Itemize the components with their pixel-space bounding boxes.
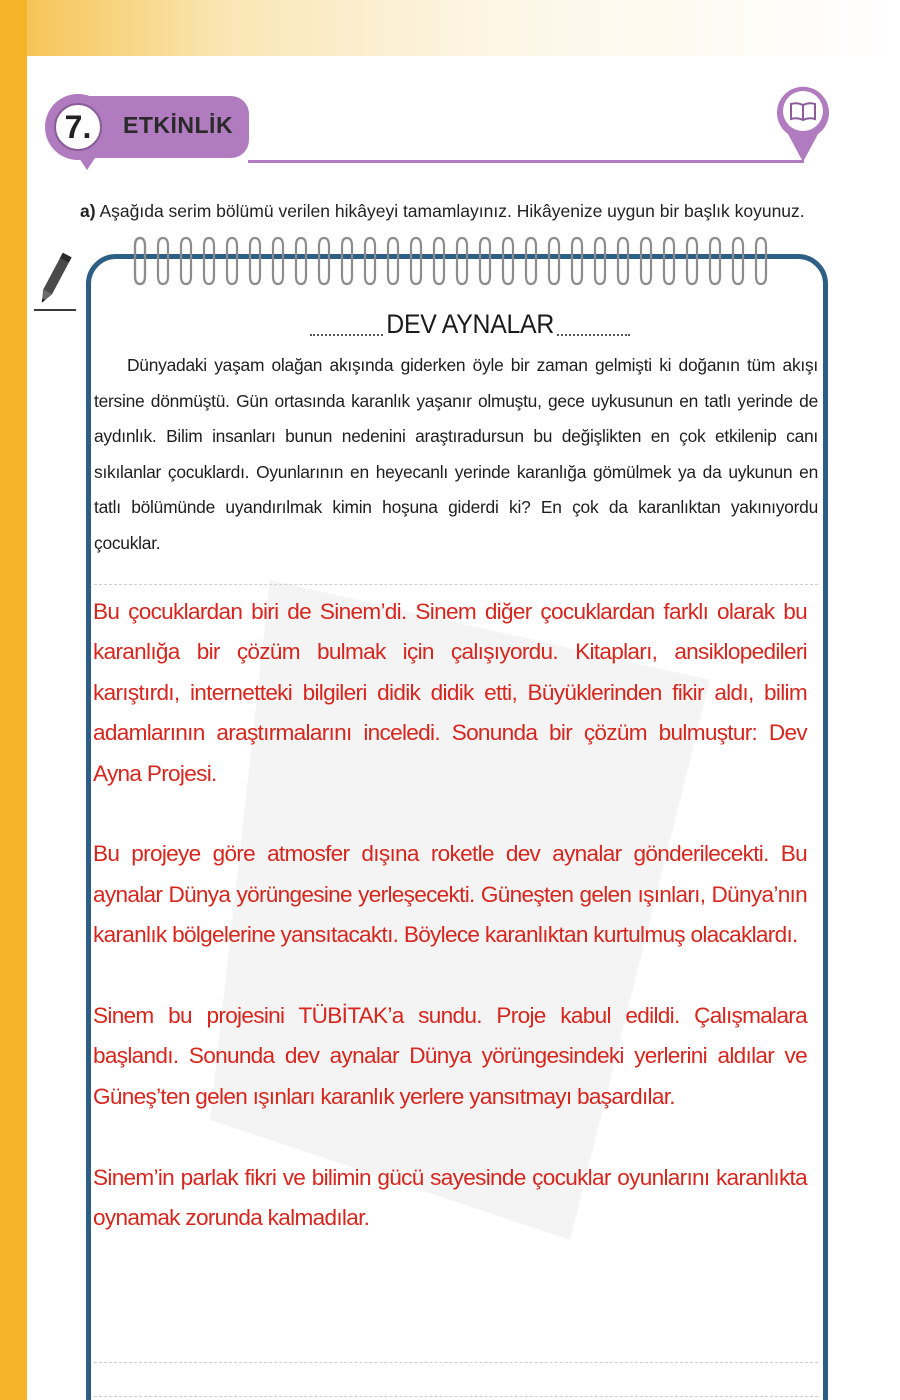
answer-paragraph: Bu çocuklardan biri de Sinem’di. Sinem diğer çocuklardan farklı olarak bu karanlığa bir çözüm bulmak için çalışıyordu. Kitapları, ansiklopedileri karıştırdı, internetteki bilgileri didik didik etti, Büyüklerinden fikir aldı, bilim adamlarının araştırmalarını inceledi. Sonunda bir çözüm bulmuştur: Dev Ayna Projesi. (93, 599, 807, 786)
activity-label: ETKİNLİK (123, 112, 234, 138)
handwritten-answer (93, 592, 807, 1238)
writing-line (94, 1396, 818, 1397)
spiral-binding-icon (128, 232, 778, 292)
writing-line (94, 1362, 818, 1363)
answer-paragraph: Bu projeye göre atmosfer dışına roketle dev aynalar gönderilecekti. Bu aynalar Dünya yörüngesine yerleşecekti. Güneşten gelen ışınları, Dünya’nın karanlık bölgelerine yansıtacaktı. Böylece karanlıktan kurtulmuş olacaklardı. (93, 841, 807, 948)
left-decorative-band (0, 0, 27, 1400)
story-intro: Dünyadaki yaşam olağan akışında giderken öyle bir zaman gelmişti ki doğanın tüm akışı tersine dönmüştü. Gün ortasında karanlık yaşanır olmuştu, gece uykusunun en tatlı yerinde de aydınlık. Bilim insanları bunun nedenini araştıradursun bu değişlikten en çok etkilenip canı sıkılanlar çocuklardı. Oyunlarının en heyecanlı yerinde karanlığa gömülmek ya da uykunun en tatlı bölümünde uyandırılmak kimin hoşuna giderdi ki? En çok da karanlıktan yakınıyordu çocuklar. (94, 355, 818, 553)
activity-badge (45, 94, 249, 160)
open-book-icon (774, 82, 832, 164)
question-line (80, 201, 840, 222)
activity-number-circle (45, 94, 111, 160)
header-rule (248, 160, 804, 163)
story-title-row (310, 302, 630, 340)
question-text: Aşağıda serim bölümü verilen hikâyeyi tamamlayınız. Hikâyenize uygun bir başlık koyunuz. (99, 201, 805, 221)
question-marker: a) (80, 201, 96, 221)
writing-line (94, 584, 818, 585)
badge-pointer (75, 152, 99, 172)
story-title: DEV AYNALAR (386, 309, 554, 339)
activity-number: 7. (54, 103, 102, 151)
answer-paragraph: Sinem bu projesini TÜBİTAK’a sundu. Proje kabul edildi. Çalışmalara başlandı. Sonunda dev aynalar Dünya yörüngesindeki yerlerini aldılar ve Güneş’ten gelen ışınları karanlık yerlere yansıtmayı başardılar. (93, 1003, 807, 1109)
answer-paragraph: Sinem’in parlak fikri ve bilimin gücü sayesinde çocuklar oyunlarını karanlıkta oynamak zorunda kalmadılar. (93, 1164, 807, 1231)
top-decorative-band (0, 0, 900, 58)
pencil-icon (30, 248, 80, 314)
